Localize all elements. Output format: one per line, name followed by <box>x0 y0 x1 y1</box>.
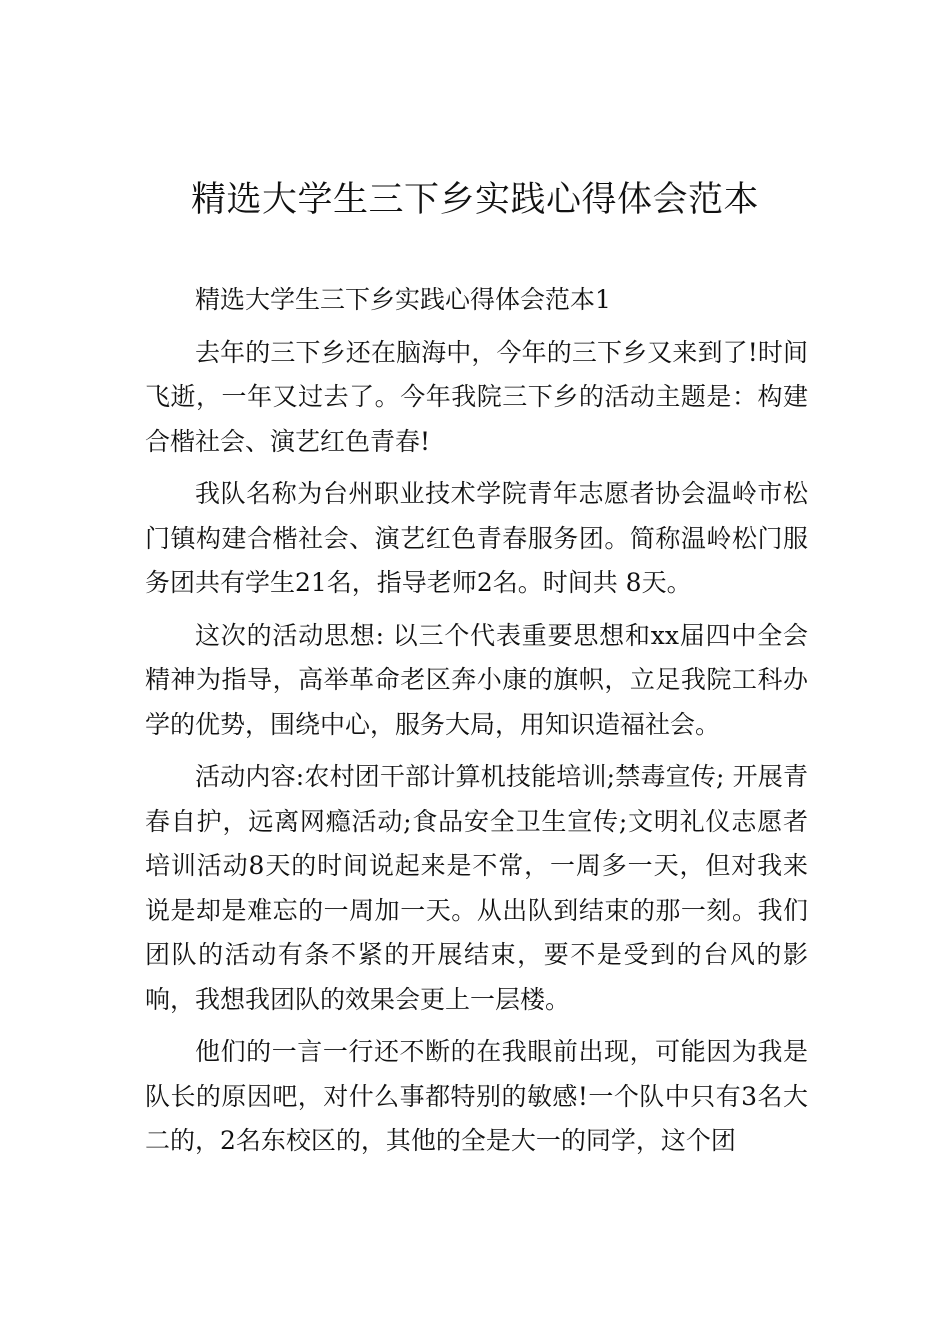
section-heading: 精选大学生三下乡实践心得体会范本1 <box>195 285 611 314</box>
paragraph: 他们的一言一行还不断的在我眼前出现，可能因为我是队长的原因吧，对什么事都特别的敏感!一个队中只有3名大二的，2名东校区的，其他的全是大一的同学，这个团 <box>145 1037 808 1155</box>
paragraph: 去年的三下乡还在脑海中，今年的三下乡又来到了!时间飞逝，一年又过去了。今年我院三下乡的活动主题是：构建合楷社会、演艺红色青春! <box>145 337 808 456</box>
document-body <box>145 278 808 1172</box>
paragraph: 我队名称为台州职业技术学院青年志愿者协会温岭市松门镇构建合楷社会、演艺红色青春服务团。简称温岭松门服务团共有学生21名，指导老师2名。时间共 8天。 <box>145 479 808 597</box>
paragraph: 活动内容:农村团干部计算机技能培训;禁毒宣传; 开展青春自护，远离网瘾活动;食品安全卫生宣传;文明礼仪志愿者培训活动8天的时间说起来是不常，一周多一天，但对我来说是却是难忘的一周加一天。从出队到结束的那一刻。我们团队的活动有条不紧的开展结束，要不是受到的台风的影响，我想我团队的效果会更上一层楼。 <box>145 762 808 1014</box>
document-title: 精选大学生三下乡实践心得体会范本 <box>190 180 759 220</box>
paragraph: 这次的活动思想: 以三个代表重要思想和xx届四中全会精神为指导，高举革命老区奔小康的旗帜，立足我院工科办学的优势，围绕中心，服务大局，用知识造福社会。 <box>145 620 808 739</box>
